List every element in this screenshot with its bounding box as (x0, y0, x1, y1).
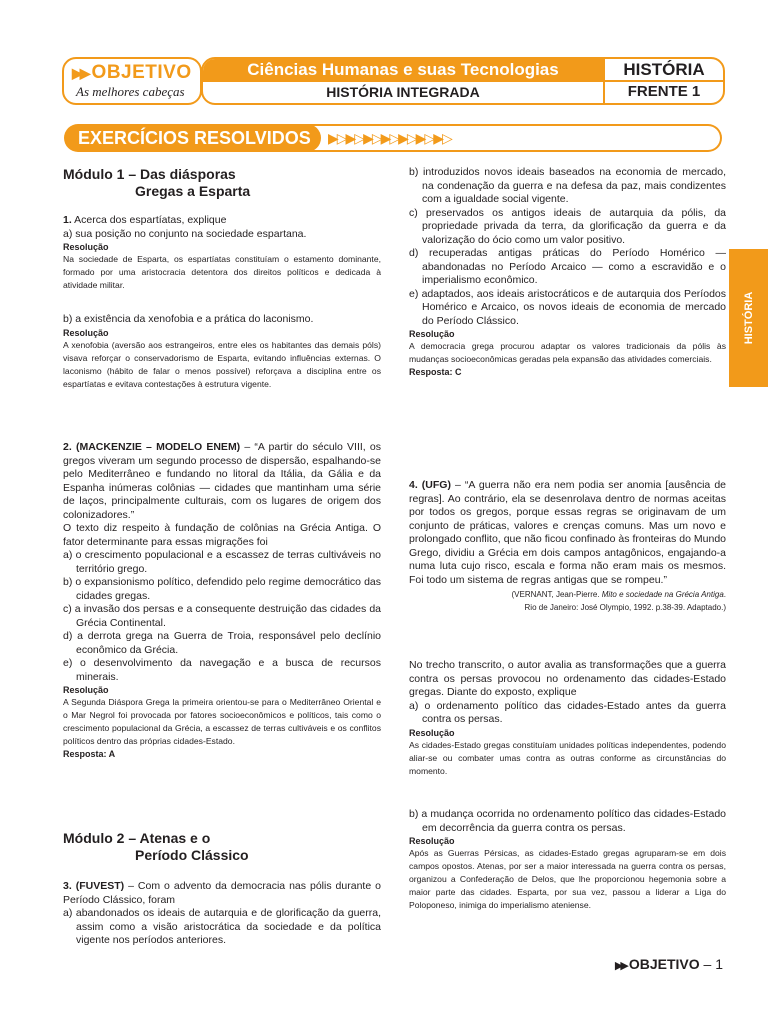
question-1 (63, 214, 381, 292)
resolution-label: Resolução (63, 685, 109, 695)
citation (409, 589, 726, 602)
question-4 (409, 479, 726, 614)
question-body: – “A partir do século VIII, os gregos viveram um segundo processo de dispersão, espalhando-se pelo Mediterrâneo e fundando no litoral da Itália, da Gália e da Espanha inúmeras colônias — cidades que mantinham uma série de laços, principalmente culturais, com os lugares de origem dos colonizadores.” (63, 441, 381, 521)
section-title: EXERCÍCIOS RESOLVIDOS (64, 124, 321, 152)
option-e: e) o desenvolvimento da navegação e a busca de recursos minerais. (63, 657, 381, 683)
module-title: Módulo 2 – Atenas e o (63, 830, 211, 846)
option-b: b) o expansionismo político, defendido pelo regime democrático das cidades gregas. (63, 576, 381, 602)
module-1-heading (63, 166, 381, 200)
question-body: – “A guerra não era nem podia ser anomia [ausência de regras]. Ao contrário, ela se desenrolava dentro de normas aceitas por todos os gregos, porque essas regras se originavam de um conjunto de práticas, valores e crenças comuns. Mas um novo e prolongado conflito, que não ficou confinado às fronteiras do Mundo Grego, dividiu a Grécia em dois campos antagônicos, engajando-a numa luta cujo risco, escala e forma não eram mais os mesmos. Foi todo um sistema de regras antigas que se rompeu.” (409, 479, 726, 586)
module-title: Período Clássico (135, 847, 249, 863)
module-2-heading (63, 830, 381, 864)
question-part: a) o ordenamento político das cidades-Estado antes da guerra contra os persas. (409, 699, 726, 725)
subject-label: HISTÓRIA (623, 60, 705, 79)
resolution-text: Na sociedade de Esparta, os espartíatas constituíam o estamento dominante, formado por uma aristocracia detentora dos direitos políticos e dedicada à atividade militar. (63, 254, 381, 290)
module-title: Gregas a Esparta (135, 183, 251, 199)
question-4-parts (409, 659, 726, 778)
footer-logo: OBJETIVO (628, 956, 700, 972)
resolution-text: Após as Guerras Pérsicas, as cidades-Estado gregas agruparam-se em dois campos opostos. Atenas, por ser a maior interessada na guerra contra os persas, organizou a Confederação de Delos, que lhe proporcionou hegemonia sobre a maior parte das cidades. Esparta, por sua vez, passou a liderar a Liga do Poloponeso, inimiga do imperialismo ateniense. (409, 848, 726, 910)
question-prompt: No trecho transcrito, o autor avalia as transformações que a guerra contra os persas provocou no ordenamento das cidades-Estado gregas. Diante do exposto, explique (409, 659, 726, 698)
citation-publisher: Rio de Janeiro: José Olympio, 1992. p.38-39. Adaptado.) (524, 602, 726, 612)
citation-punct: . (723, 590, 726, 599)
citation-title: Mito e sociedade na Grécia Antiga (601, 590, 724, 599)
module-title: Módulo 1 – Das diásporas (63, 166, 236, 182)
question-number: 3. (FUVEST) (63, 880, 125, 892)
question-number: 2. (MACKENZIE – MODELO ENEM) (63, 441, 241, 453)
question-text (409, 479, 726, 587)
question-part: b) a mudança ocorrida no ordenamento político das cidades-Estado em decorrência da guerra contra os persas. (409, 808, 726, 834)
arrows-icon: ▶▶ (72, 65, 88, 81)
question-body: Acerca dos espartíatas, explique (74, 214, 227, 226)
question-part: a) sua posição no conjunto na sociedade espartana. (63, 227, 307, 240)
answer: Resposta: A (63, 749, 116, 759)
answer: Resposta: C (409, 367, 462, 377)
citation-author: (VERNANT, Jean-Pierre. (511, 590, 602, 599)
header-title: Ciências Humanas e suas Tecnologias (203, 59, 603, 81)
question-number: 1. (63, 214, 72, 226)
resolution-text: A democracia grega procurou adaptar os valores tradicionais da pólis às mudanças socioeconômicas geradas pela expansão das atividades comerciais. (409, 341, 726, 364)
resolution-text: As cidades-Estado gregas constituíam unidades políticas independentes, podendo aliar-se ou combater umas contra as outras conforme as circunstâncias do momento. (409, 739, 726, 776)
option-d: d) recuperadas antigas práticas do Período Homérico — abandonadas no Período Arcaico — como a escravidão e o imperialismo econômico. (409, 247, 726, 286)
question-3-continued (409, 166, 726, 378)
side-tab (729, 249, 768, 387)
question-text (63, 880, 381, 907)
question-text (63, 214, 381, 228)
front-label: FRENTE 1 (627, 83, 701, 100)
side-tab-label: HISTÓRIA (742, 291, 755, 345)
option-a: a) abandonados os ideais de autarquia e de glorificação da guerra, assim como a visão aristocrática da sociedade e da política vigente nos períodos anteriores. (63, 907, 381, 946)
option-b: b) introduzidos novos ideais baseados na economia de mercado, na condenação da guerra e na defesa da paz, mais condizentes com a igualdade social vigente. (409, 166, 726, 205)
question-2 (63, 441, 381, 760)
resolution-label: Resolução (409, 836, 455, 846)
question-1b (63, 313, 381, 391)
page-number: – 1 (703, 956, 723, 972)
logo-tagline: As melhores cabeças (76, 84, 185, 99)
option-c: c) a invasão dos persas e a consequente destruição das cidades da Grécia Continental. (63, 603, 381, 629)
option-c: c) preservados os antigos ideais de autarquia da pólis, da propriedade privada da terra, da glorificação da guerra e da valorização do ócio como um valor positivo. (409, 206, 726, 246)
question-4b (409, 808, 726, 912)
question-3 (63, 880, 381, 948)
resolution-text: A xenofobia (aversão aos estrangeiros, entre eles os habitantes das demais póls) visava reforçar o conservadorismo de Esparta, evitando influências externas. O laconismo (hábito de falar o menos possível) reforçava a disciplina entre os espartíatas e evitava contestações à estrutura vigente. (63, 339, 381, 389)
resolution-text: A Segunda Diáspora Grega la primeira orientou-se para o Mediterrâneo Oriental e o Mar Negrol foi provocada por fatores socioeconômicos e políticos, tais como o crescimento populacional da Grécia, a escassez de terras cultiváveis e os conflitos políticos dentro das próprias cidades-Estado. (63, 697, 381, 746)
resolution-label: Resolução (63, 242, 109, 252)
resolution-label: Resolução (409, 727, 455, 738)
footer-arrows-icon: ▶▶ (614, 960, 626, 972)
logo-text: OBJETIVO (91, 62, 192, 83)
option-d: d) a derrota grega na Guerra de Troia, responsável pelo declínio econômico da Grécia. (63, 630, 381, 656)
question-part: b) a existência da xenofobia e a prática do laconismo. (63, 313, 314, 325)
logo-box (62, 57, 202, 105)
resolution-label: Resolução (409, 329, 455, 339)
objetivo-logo (72, 62, 192, 84)
question-body: – Com o advento da democracia nas pólis durante o Período Clássico, foram (63, 880, 381, 906)
banner-arrows-icon: ▶▷▶▷▶▷▶▷▶▷▶▷▶▷ (328, 130, 451, 146)
question-prompt: O texto diz respeito à fundação de colônias na Grécia Antiga. O fator determinante para essas migrações foi (63, 522, 381, 548)
resolution-label: Resolução (63, 327, 109, 338)
header-subtitle: HISTÓRIA INTEGRADA (326, 84, 480, 100)
page-footer (615, 956, 723, 972)
question-text (63, 441, 381, 522)
question-number: 4. (UFG) (409, 479, 451, 491)
option-e: e) adaptados, aos ideais aristocráticos e de autarquia dos Períodos Homérico e Arcaico, os novos ideais de economia de mercado do Período Clássico. (409, 287, 726, 327)
header-title-box (201, 57, 725, 105)
option-a: a) o crescimento populacional e a escassez de terras cultiváveis no território grego. (63, 549, 381, 575)
